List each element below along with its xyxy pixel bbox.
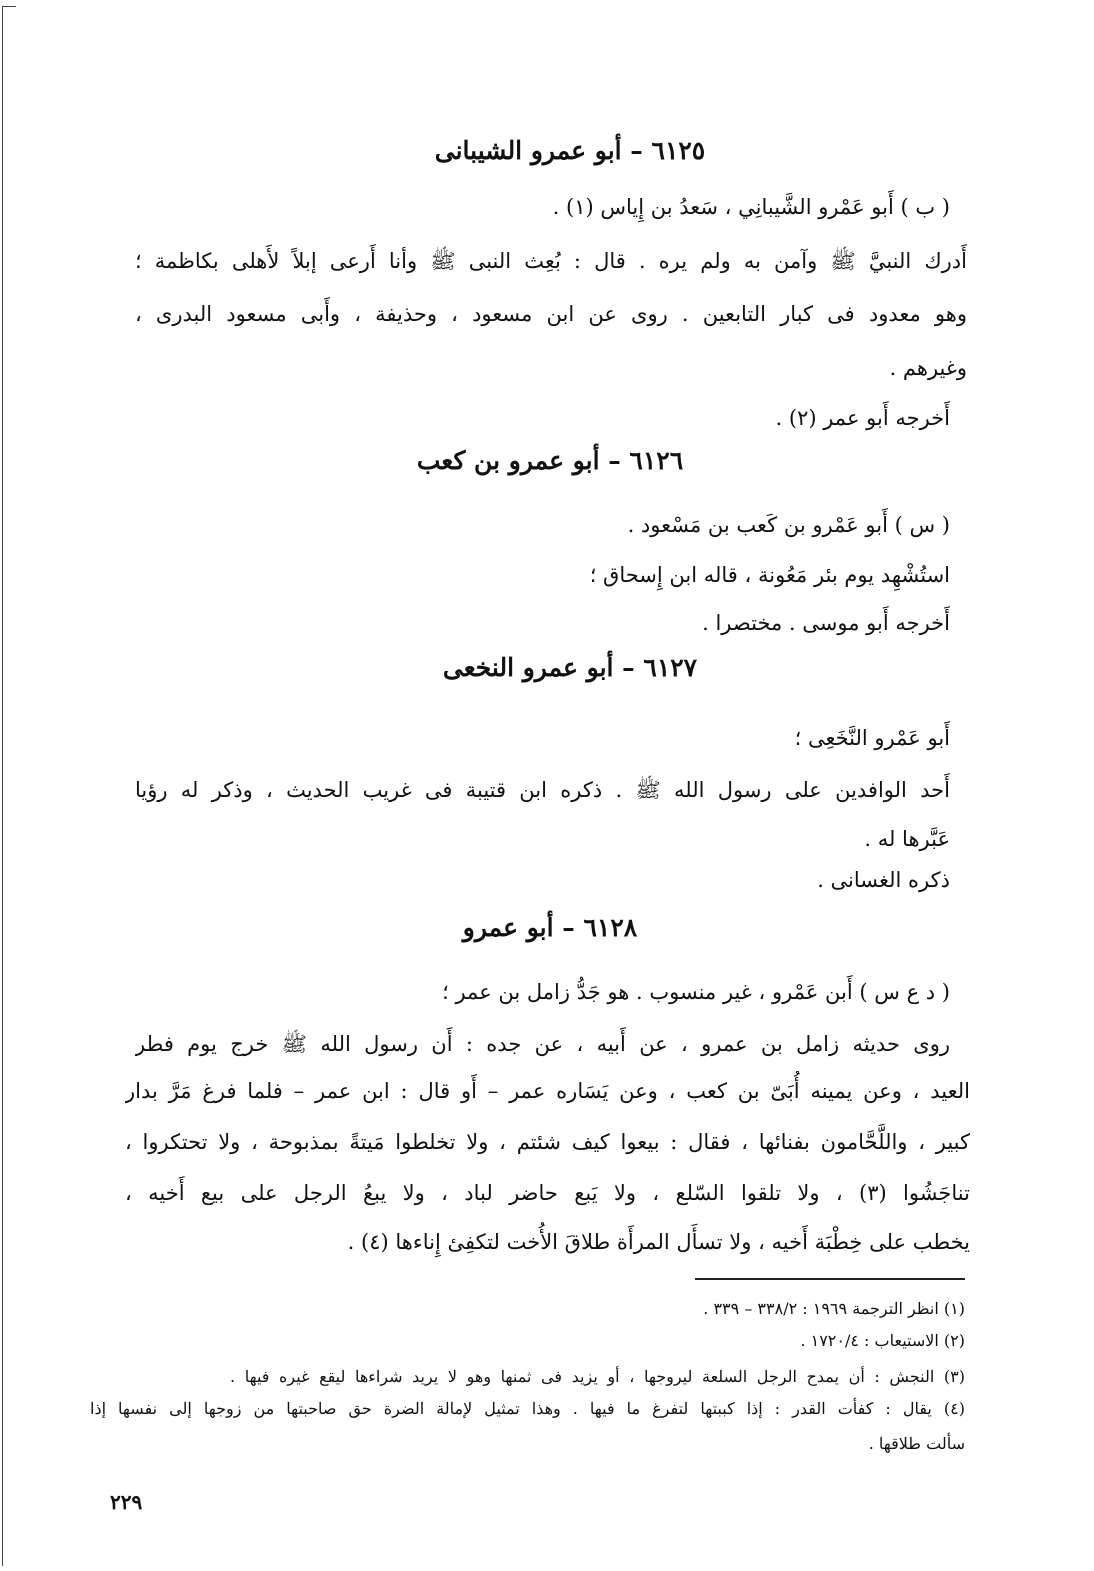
footnote: (٢) الاستيعاب : ١٧٢٠/٤ . xyxy=(800,1331,965,1350)
entry-line: أَحد الوافدين على رسول الله ﷺ . ذكره ابن قتيبة فى غريب الحديث ، وذكر له رؤيا xyxy=(135,778,950,802)
footnote: (٤) يقال : كفأت القدر : إذا كببتها لتفرغ ما فيها . وهذا تمثيل لإمالة الضرة حق صاحبتها من زوجها إلى نفسها إذا xyxy=(90,1399,965,1418)
entry-line: وهو معدود فى كبار التابعين . روى عن ابن مسعود ، وحذيفة ، وأَبى مسعود البدرى ، xyxy=(135,302,967,326)
page-edge-corner xyxy=(2,6,16,7)
footnote: (٣) النجش : أن يمدح الرجل السلعة ليروجها ، أو يزيد فى ثمنها وهو لا يريد شراءها ليقع غيره فيها . xyxy=(230,1367,965,1386)
entry-line: أَدرك النبيَّ ﷺ وآمن به ولم يره . قال : بُعِث النبى ﷺ وأنا أَرعى إبلاً لأَهلى بكاظمة ؛ xyxy=(135,249,967,273)
entry-line: أَخرجه أَبو عمر (٢) . xyxy=(775,406,950,430)
entry-line: كبير ، واللَّحَّامون بفنائها ، فقال : بيعوا كيف شئتم ، ولا تخلطوا مَيتةً بمذبوحة ، ولا تحتكروا ، xyxy=(125,1130,970,1154)
entry-line: استُشْهِد يوم بئر مَعُونة ، قاله ابن إِسحاق ؛ xyxy=(589,563,950,587)
entry-line: أَخرجه أَبو موسى . مختصرا . xyxy=(702,611,950,635)
page-number: ٢٢٩ xyxy=(110,1490,143,1514)
footnote: سألت طلاقها . xyxy=(868,1434,965,1453)
entry-line: يخطب على خِطْبَة أَخيه ، ولا تسأَل المرأَة طلاقَ الأُخت لتكفِئ إِناءها (٤) . xyxy=(347,1230,970,1254)
entry-heading: ٦١٢٧ – أبو عمرو النخعى xyxy=(442,653,698,682)
footnote-separator xyxy=(695,1278,965,1280)
entry-heading: ٦١٢٦ – أبو عمرو بن كعب xyxy=(416,446,684,475)
footnote: (١) انظر الترجمة ١٩٦٩ : ٣٣٨/٢ – ٣٣٩ . xyxy=(703,1299,965,1318)
entry-line: ( ب ) أَبو عَمْرو الشَّيبانِي ، سَعدُ بن إِياس (١) . xyxy=(552,195,950,219)
entry-line: تناجَشُوا (٣) ، ولا تلقوا السّلع ، ولا يَبع حاضر لباد ، ولا يبعُ الرجل على بيع أَخيه ، xyxy=(125,1181,970,1205)
entry-line: أَبو عَمْرو النَّخَعِى ؛ xyxy=(794,726,950,750)
entry-line: العيد ، وعن يمينه أُبَىّ بن كعب ، وعن يَسَاره عمر – أَو قال : ابن عمر – فلما فرغ مَرَّ بدار xyxy=(125,1079,970,1103)
entry-line: وغيرهم . xyxy=(889,356,967,380)
page-edge-line xyxy=(2,6,3,1566)
entry-line: ( س ) أَبو عَمْرو بن كَعب بن مَسْعود . xyxy=(627,513,950,537)
entry-line: ( د ع س ) أَبن عَمْرو ، غير منسوب . هو جَدُّ زامل بن عمر ؛ xyxy=(442,980,950,1004)
entry-line: ذكره الغسانى . xyxy=(817,868,950,892)
entry-line: عَبَّرها له . xyxy=(864,827,950,851)
entry-heading: ٦١٢٥ – أبو عمرو الشيبانى xyxy=(434,136,706,165)
entry-heading: ٦١٢٨ – أبو عمرو xyxy=(462,913,638,942)
entry-line: روى حديثه زامل بن عمرو ، عن أَبيه ، عن جده : أَن رسول الله ﷺ خرج يوم فطر xyxy=(135,1032,950,1056)
